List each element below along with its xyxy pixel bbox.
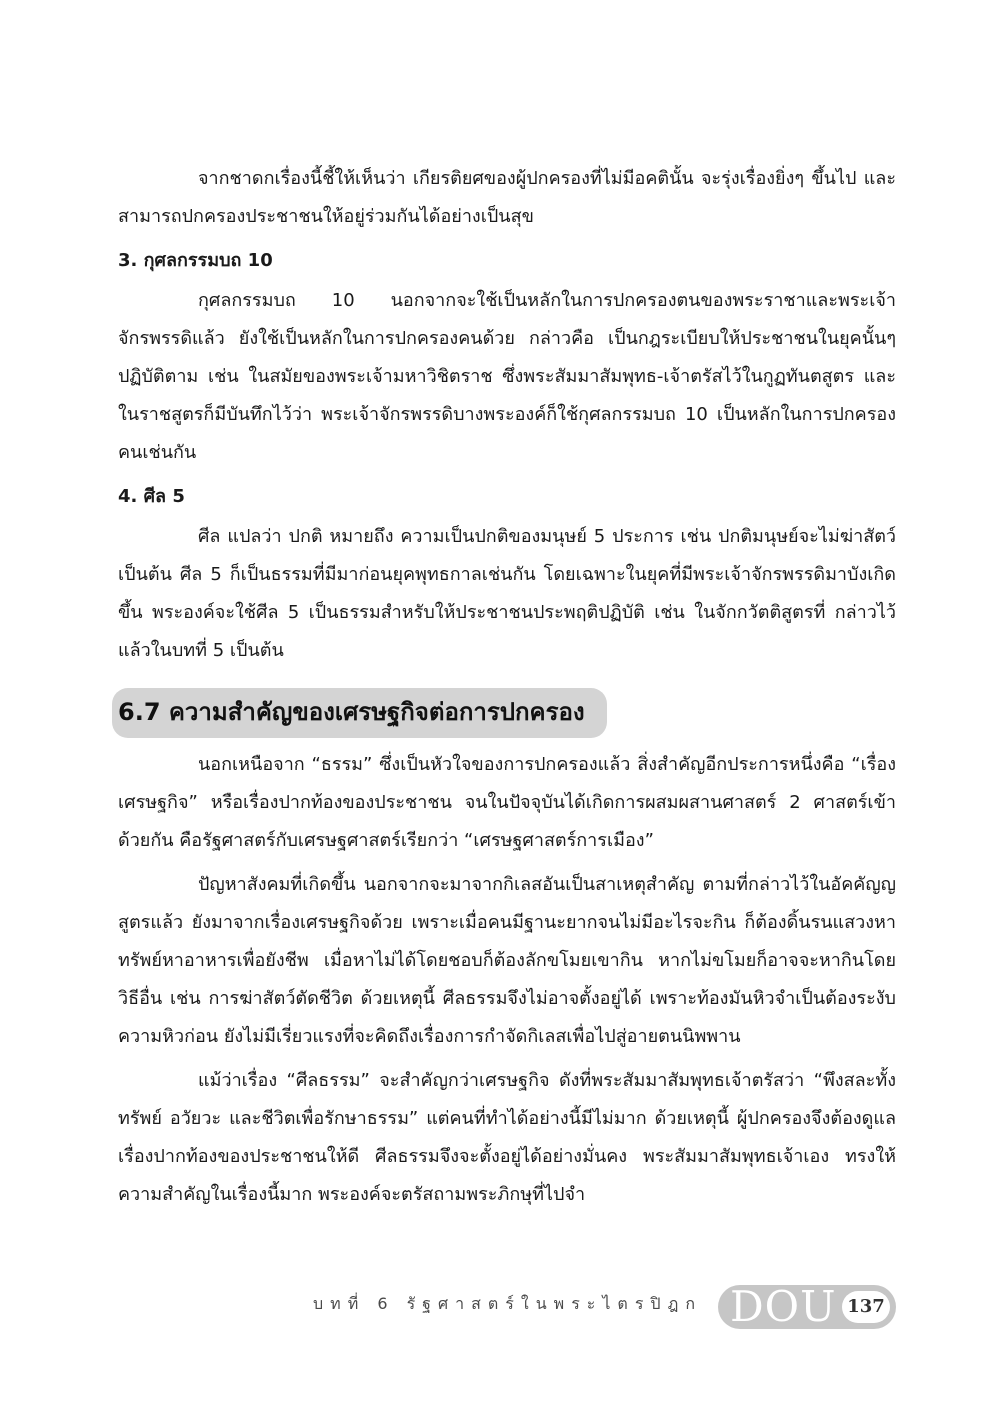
footer-badge — [718, 1282, 896, 1331]
subheading-five-precepts: 4. ศีล 5 — [118, 486, 185, 507]
paragraph-social-problems: ปัญหาสังคมที่เกิดขึ้น นอกจากจะมาจากกิเลสอันเป็นสาเหตุสำคัญ ตามที่กล่าวไว้ในอัคคัญญสูตรแล้ว ยังมาจากเรื่องเศรษฐกิจด้วย เพราะเมื่อคนมีฐานะยากจนไม่มีอะไรจะกิน ก็ต้องดิ้นรนแสวงหาทรัพย์หาอาหารเพื่อยังชีพ เมื่อหาไม่ได้โดยชอบก็ต้องลักขโมยเขากิน หากไม่ขโมยก็อาจจะหากินโดยวิธีอื่น เช่น การฆ่าสัตว์ตัดชีวิต ด้วยเหตุนี้ ศีลธรรมจึงไม่อาจตั้งอยู่ได้ เพราะท้องมันหิวจำเป็นต้องระงับความหิวก่อน ยังไม่มีเรี่ยวแรงที่จะคิดถึงเรื่องการกำจัดกิเลสเพื่อไปสู่อายตนนิพพาน — [118, 874, 896, 1047]
page-number: 137 — [842, 1291, 890, 1323]
page-footer — [0, 1282, 1000, 1332]
paragraph-morality-vs-economy: แม้ว่าเรื่อง “ศีลธรรม” จะสำคัญกว่าเศรษฐกิจ ดังที่พระสัมมาสัมพุทธเจ้าตรัสว่า “พึงสละทั้งทรัพย์ อวัยวะ และชีวิตเพื่อรักษาธรรม” แต่คนที่ทำได้อย่างนี้มีไม่มาก ด้วยเหตุนี้ ผู้ปกครองจึงต้องดูแลเรื่องปากท้องของประชาชนให้ดี ศีลธรรมจึงจะตั้งอยู่ได้อย่างมั่นคง พระสัมมาสัมพุทธเจ้าเอง ทรงให้ความสำคัญในเรื่องนี้มาก พระองค์จะตรัสถามพระภิกษุที่ไปจำ — [118, 1070, 896, 1205]
paragraph-kusala-kammapatha: กุศลกรรมบถ 10 นอกจากจะใช้เป็นหลักในการปกครองตนของพระราชาและพระเจ้าจักรพรรดิแล้ว ยังใช้เป็นหลักในการปกครองคนด้วย กล่าวคือ เป็นกฎระเบียบให้ประชาชนในยุคนั้นๆ ปฏิบัติตาม เช่น ในสมัยของพระเจ้ามหาวิชิตราช ซึ่งพระสัมมาสัมพุทธ-เจ้าตรัสไว้ในกูฏทันตสูตร และในราชสูตรก็มีบันทึกไว้ว่า พระเจ้าจักรพรรดิบางพระองค์ก็ใช้กุศลกรรมบถ 10 เป็นหลักในการปกครองคนเช่นกัน — [118, 290, 896, 463]
page-body — [118, 160, 896, 1220]
section-heading-economy: 6.7 ความสำคัญของเศรษฐกิจต่อการปกครอง — [112, 688, 607, 738]
chapter-title: บทที่ 6 รัฐศาสตร์ในพระไตรปิฎก — [312, 1294, 702, 1313]
paragraph-five-precepts: ศีล แปลว่า ปกติ หมายถึง ความเป็นปกติของมนุษย์ 5 ประการ เช่น ปกติมนุษย์จะไม่ฆ่าสัตว์ เป็นต้น ศีล 5 ก็เป็นธรรมที่มีมาก่อนยุคพุทธกาลเช่นกัน โดยเฉพาะในยุคที่มีพระเจ้าจักรพรรดิมาบังเกิดขึ้น พระองค์จะใช้ศีล 5 เป็นธรรมสำหรับให้ประชาชนประพฤติปฏิบัติ เช่น ในจักกวัตติสูตรที่ กล่าวไว้แล้วในบทที่ 5 เป็นต้น — [118, 526, 896, 661]
subheading-kusala-kammapatha: 3. กุศลกรรมบถ 10 — [118, 250, 273, 271]
paragraph-jataka-conclusion: จากชาดกเรื่องนี้ชี้ให้เห็นว่า เกียรติยศของผู้ปกครองที่ไม่มีอคตินั้น จะรุ่งเรื่องยิ่งๆ ขึ้นไป และสามารถปกครองประชาชนให้อยู่ร่วมกันได้อย่างเป็นสุข — [118, 168, 896, 227]
paragraph-economy-intro: นอกเหนือจาก “ธรรม” ซึ่งเป็นหัวใจของการปกครองแล้ว สิ่งสำคัญอีกประการหนึ่งคือ “เรื่องเศรษฐกิจ” หรือเรื่องปากท้องของประชาชน จนในปัจจุบันได้เกิดการผสมผสานศาสตร์ 2 ศาสตร์เข้าด้วยกัน คือรัฐศาสตร์กับเศรษฐศาสตร์เรียกว่า “เศรษฐศาสตร์การเมือง” — [118, 754, 896, 851]
dou-logo: DOU — [730, 1282, 837, 1331]
